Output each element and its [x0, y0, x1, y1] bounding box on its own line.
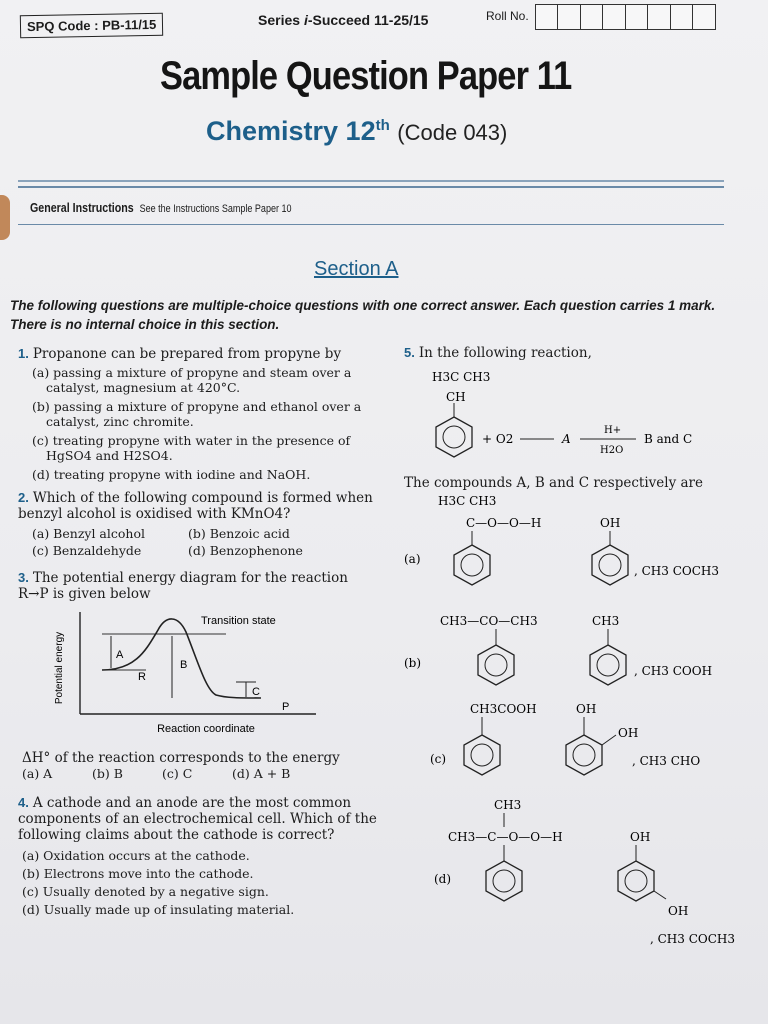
q5d-third: , CH3 COCH3	[650, 932, 736, 946]
benzene-ring-icon	[566, 735, 602, 775]
q1-option-a[interactable]: (a) passing a mixture of propyne and steam over a catalyst, magnesium at 420°C.	[32, 365, 352, 395]
q2-option-a[interactable]: (a) Benzyl alcohol	[32, 526, 145, 541]
label-c: C	[252, 686, 260, 698]
q4-option-c[interactable]: (c) Usually denoted by a negative sign.	[22, 884, 269, 899]
q5b-third: , CH3 COOH	[634, 664, 713, 678]
q2-options-row2	[32, 543, 378, 558]
catalyst-top: H+	[604, 425, 622, 436]
q5-reaction-scheme	[404, 367, 744, 467]
q5b-methyl: CH3	[592, 614, 620, 628]
benzene-ring-icon	[436, 417, 472, 457]
paper-title: Sample Question Paper 11	[160, 54, 572, 98]
benzene-circle	[443, 426, 465, 448]
q3-after: ΔH° of the reaction corresponds to the energy	[22, 750, 340, 766]
q5a-third: , CH3 COCH3	[634, 564, 720, 578]
roll-no-boxes[interactable]	[536, 4, 716, 30]
benzene-ring-icon	[618, 861, 654, 901]
label-p: P	[282, 701, 290, 713]
left-column	[18, 346, 378, 917]
q5d-oh-bottom: OH	[668, 904, 689, 918]
q3-option-d[interactable]: (d) A + B	[232, 766, 291, 781]
q1-option-c[interactable]: (c) treating propyne with water in the presence of HgSO4 and H2SO4.	[32, 433, 351, 463]
q2-option-c[interactable]: (c) Benzaldehyde	[32, 543, 142, 558]
q4-option-a[interactable]: (a) Oxidation occurs at the cathode.	[22, 848, 250, 863]
catalyst-bottom: H2O	[600, 445, 624, 456]
q5-option-a-label[interactable]: (a)	[404, 552, 421, 566]
label-r: R	[138, 671, 146, 683]
benzene-ring-icon	[590, 645, 626, 685]
roll-no-label: Roll No.	[486, 9, 529, 23]
question-2: 2. Which of the following compound is formed when benzyl alcohol is oxidised with KMnO4?	[18, 490, 373, 522]
products-bc: B and C	[644, 432, 693, 446]
transition-state-label: Transition state	[201, 615, 276, 627]
q5-option-b-label[interactable]: (b)	[404, 656, 422, 670]
plus-o2: + O2	[482, 432, 514, 446]
q2-options-row1	[32, 526, 378, 541]
q5c-oh-top: OH	[576, 702, 597, 716]
benzene-circle	[597, 654, 619, 676]
q5a-phenol-oh: OH	[600, 516, 621, 530]
question-1: 1. Propanone can be prepared from propyne by	[18, 346, 342, 362]
cumene-ch: CH	[446, 390, 466, 404]
benzene-circle	[625, 870, 647, 892]
q1-option-b[interactable]: (b) passing a mixture of propyne and ethanol over a catalyst, zinc chromite.	[32, 399, 362, 429]
question-4: 4. A cathode and an anode are the most common components of an electrochemical cell. Which of the following claims about the cathode is correct?	[18, 795, 377, 843]
q5c-acid: CH3COOH	[470, 702, 537, 716]
series-label: Series i-Succeed 11-25/15	[258, 12, 429, 28]
q5-option-d-label[interactable]: (d)	[434, 872, 452, 886]
q5-option-c-label[interactable]: (c)	[430, 752, 447, 766]
benzene-ring-icon	[464, 735, 500, 775]
spq-code: SPQ Code : PB-11/15	[20, 13, 164, 38]
q5d-methyl-top: CH3	[494, 798, 522, 812]
q5a-methyls: H3C CH3	[438, 494, 497, 508]
right-column	[404, 345, 764, 979]
q3-option-b[interactable]: (b) B	[92, 766, 123, 781]
q5c-side-bond	[602, 735, 616, 745]
q3-options	[22, 766, 378, 781]
question-3: 3. The potential energy diagram for the reaction R→P is given below	[18, 570, 348, 602]
question-5: 5. In the following reaction,	[404, 345, 592, 361]
benzene-circle	[573, 744, 595, 766]
subject-title: Chemistry 12th (Code 043)	[206, 116, 508, 146]
benzene-ring-icon	[478, 645, 514, 685]
q3-option-a[interactable]: (a) A	[22, 766, 53, 781]
q5d-oh-top: OH	[630, 830, 651, 844]
cumene-methyls: H3C CH3	[432, 370, 491, 384]
benzene-circle	[493, 870, 515, 892]
q5d-ortho-bond	[654, 891, 666, 899]
compound-a: A	[562, 432, 571, 446]
q5b-acetone-part: CH3—CO—CH3	[440, 614, 538, 628]
q3-option-c[interactable]: (c) C	[162, 766, 193, 781]
label-a: A	[116, 649, 124, 661]
q1-option-d[interactable]: (d) treating propyne with iodine and NaOH.	[32, 467, 311, 482]
benzene-circle	[461, 554, 483, 576]
q2-option-d[interactable]: (d) Benzophenone	[188, 543, 303, 558]
general-instructions: General Instructions See the Instructions Sample Paper 10	[30, 200, 292, 215]
q5c-oh-side: OH	[618, 726, 639, 740]
q4-option-d[interactable]: (d) Usually made up of insulating material.	[22, 902, 295, 917]
potential-energy-diagram	[46, 610, 346, 740]
q5a-hydroperoxide: C—O—O—H	[466, 516, 542, 530]
q5d-hydroperoxide: CH3—C—O—O—H	[448, 830, 563, 844]
page-edge-shadow	[0, 195, 10, 240]
benzene-ring-icon	[486, 861, 522, 901]
q5c-third: , CH3 CHO	[632, 754, 701, 768]
q5-ask: The compounds A, B and C respectively are	[404, 475, 703, 491]
y-axis-label: Potential energy	[54, 631, 65, 705]
section-intro: The following questions are multiple-choice questions with one correct answer. Each question carries 1 mark. There is no internal choice in this section.	[10, 298, 716, 332]
q5-options-structures	[404, 495, 754, 975]
benzene-circle	[485, 654, 507, 676]
q4-option-b[interactable]: (b) Electrons move into the cathode.	[22, 866, 254, 881]
benzene-ring-icon	[454, 545, 490, 585]
x-axis-label: Reaction coordinate	[157, 723, 255, 735]
section-title: Section A	[314, 258, 399, 280]
label-b: B	[180, 659, 188, 671]
benzene-ring-icon	[592, 545, 628, 585]
benzene-circle	[599, 554, 621, 576]
q2-option-b[interactable]: (b) Benzoic acid	[188, 526, 290, 541]
benzene-circle	[471, 744, 493, 766]
